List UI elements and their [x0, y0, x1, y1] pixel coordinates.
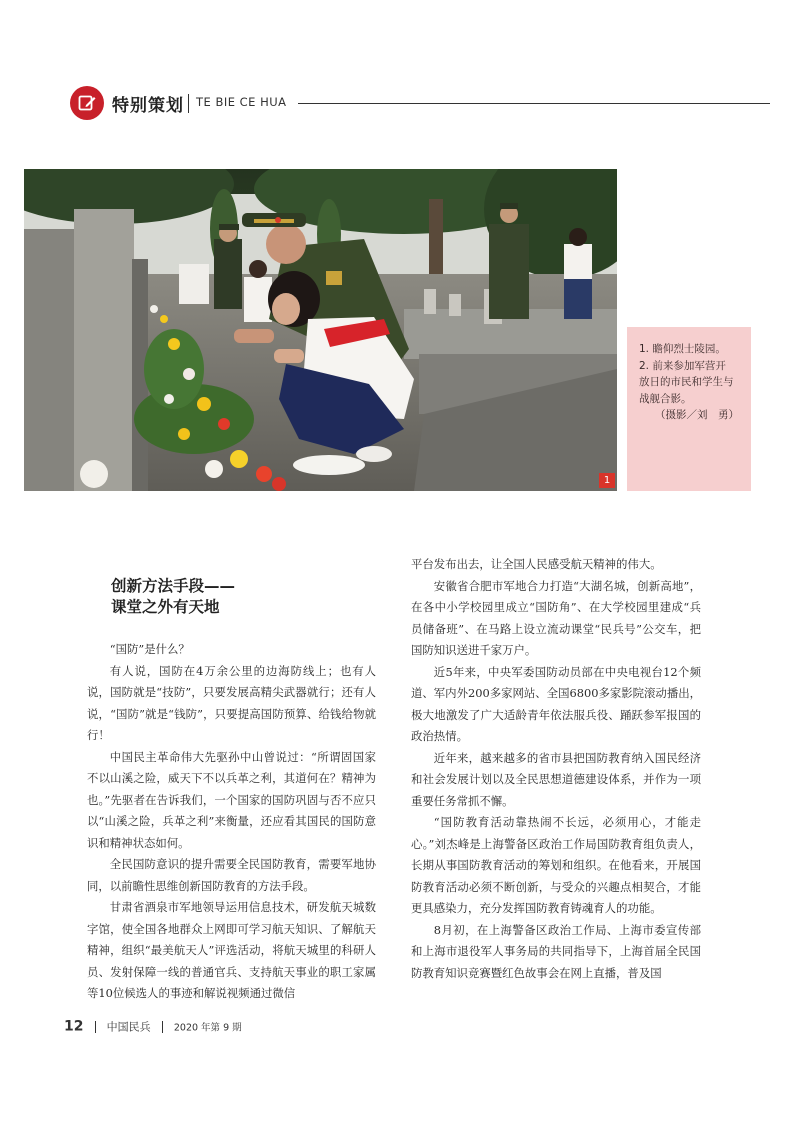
section-heading-line: 创新方法手段—— — [111, 577, 236, 595]
paragraph: 近5年来，中央军委国防动员部在中央电视台12个频道、军内外200多家网站、全国6800多家影院滚动播出，极大地激发了广大适龄青年依法服兵役、踊跃参军报国的政治热情。 — [411, 664, 701, 743]
paragraph: “国防教育活动靠热闹不长远，必须用心，才能走心。”刘杰峰是上海警备区政治工作局国防教育组负责人，长期从事国防教育活动的筹划和组织。在他看来，开展国防教育活动必须不断创新，与受众的兴趣点相契合，才能更具感染力，充分发挥国防教育铸魂育人的功能。 — [411, 815, 701, 915]
section-heading — [87, 576, 376, 618]
section-header — [70, 86, 770, 122]
page-footer — [64, 1016, 242, 1036]
photo-number-badge: 1 — [599, 473, 615, 488]
footer-divider — [95, 1021, 96, 1033]
paragraph: 平台发布出去，让全国人民感受航天精神的伟大。 — [411, 557, 662, 571]
section-title: 特别策划 — [112, 96, 184, 116]
paragraph: 甘肃省酒泉市军地领导运用信息技术，研发航天城数字馆，使全国各地群众上网即可学习航天知识、了解航天精神，组织“最美航天人”评选活动，将航天城里的科研人员、发射保障一线的普通官兵、支持航天事业的职工家属等10位候选人的事迹和解说视频通过微信 — [87, 900, 376, 1000]
paragraph: 中国民主革命伟大先驱孙中山曾说过：“所谓固国家不以山溪之险，威天下不以兵革之利，其道何在？精神为也。”先驱者在告诉我们，一个国家的国防巩固与否不应只以“山溪之险，兵革之利”来衡量，还应看其国民的国防意识和精神状态如何。 — [87, 749, 376, 850]
caption-line: 放日的市民和学生与 — [639, 376, 734, 388]
issue-label: 2020 年第 9 期 — [173, 1022, 242, 1034]
caption-line: 1. 瞻仰烈士陵园。 — [639, 343, 726, 355]
section-logo — [70, 86, 104, 120]
edit-icon — [77, 93, 97, 113]
article-right-column — [411, 554, 701, 984]
paragraph: 安徽省合肥市军地合力打造“大湖名城，创新高地”，在各中小学校园里成立“国防角”、在大学校园里建成“兵员储备班”、在马路上设立流动课堂“民兵号”公交车，把国防知识送进千家万户。 — [411, 578, 701, 657]
footer-divider — [162, 1021, 163, 1033]
paragraph: 8月初，在上海警备区政治工作局、上海市委宣传部和上海市退役军人事务局的共同指导下，上海首届全民国防教育知识竞赛暨红色故事会在网上直播，普及国 — [411, 922, 701, 980]
magazine-name: 中国民兵 — [106, 1020, 151, 1034]
caption-line: 2. 前来参加军营开 — [639, 359, 726, 372]
paragraph: “国防”是什么？ — [109, 642, 190, 656]
photo-caption-box — [627, 327, 751, 491]
section-subtitle: TE BIE CE HUA — [196, 95, 287, 109]
photo-illustration — [24, 169, 617, 491]
page-number: 12 — [64, 1018, 84, 1035]
photo-credit: （摄影／刘 勇） — [655, 409, 739, 421]
caption-line: 战舰合影。 — [639, 392, 692, 405]
header-rule — [298, 103, 770, 104]
paragraph: 全民国防意识的提升需要全民国防教育，需要军地协同，以前瞻性思维创新国防教育的方法手段。 — [87, 857, 376, 893]
article-left-column — [87, 576, 376, 1005]
paragraph: 有人说，国防在4万余公里的边海防线上；也有人说，国防就是“技防”，只要发展高精尖武器就行；还有人说，“国防”就是“钱防”，只要提高国防预算、给钱给物就行！ — [87, 663, 376, 742]
section-heading-line: 课堂之外有天地 — [111, 598, 220, 616]
paragraph: 近年来，越来越多的省市县把国防教育纳入国民经济和社会发展计划以及全民思想道德建设体系，并作为一项重要任务常抓不懈。 — [411, 750, 701, 808]
cemetery-photo — [24, 169, 617, 491]
header-divider — [188, 94, 189, 113]
